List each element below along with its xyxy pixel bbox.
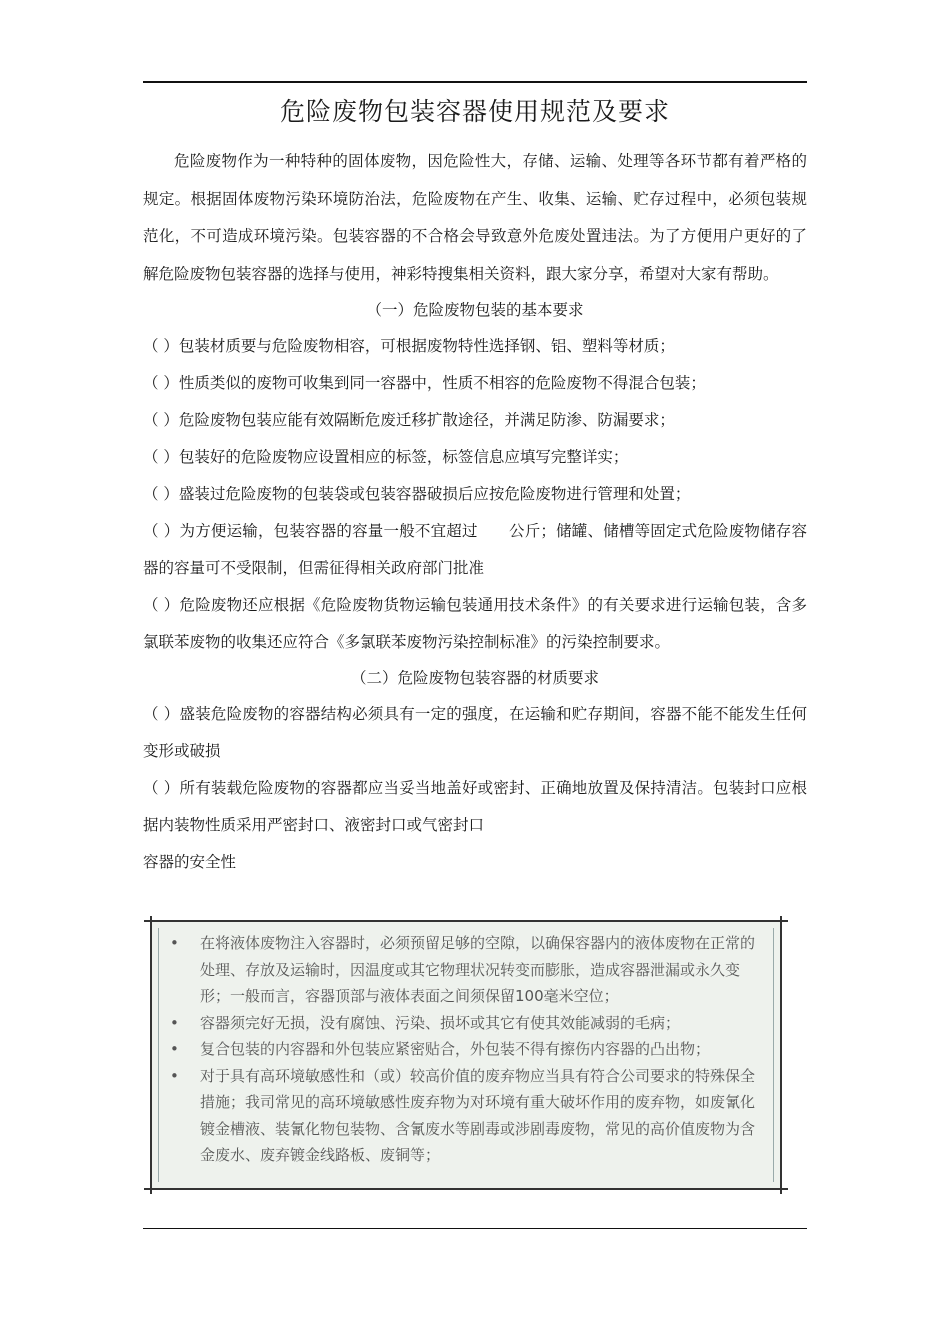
figure-frame-right [780, 916, 782, 1194]
section1-item: （ ）包装材质要与危险废物相容，可根据废物特性选择钢、铝、塑料等材质； [143, 337, 675, 355]
intro-paragraph: 危险废物作为一种特种的固体废物，因危险性大，存储、运输、处理等各环节都有着严格的规定。根据固体废物污染环境防治法，危险废物在产生、收集、运输、贮存过程中，必须包装规范化，不可造成环境污染。包装容器的不合格会导致意外危废处置违法。为了方便用户更好的了解危险废物包装容器的选择与使用，神彩特搜集相关资料，跟大家分享，希望对大家有帮助。 [143, 152, 807, 283]
section1-item: （ ）危险废物还应根据《危险废物货物运输包装通用技术条件》的有关要求进行运输包装，含多氯联苯废物的收集还应符合《多氯联苯废物污染控制标准》的污染控制要求。 [143, 596, 807, 651]
bullet-icon: • [170, 1013, 179, 1032]
figure-frame-top [144, 920, 788, 922]
figure-frame-left [150, 916, 152, 1194]
header-rule [143, 81, 807, 83]
figure-list-item [170, 1063, 764, 1169]
safety-figure [150, 920, 782, 1190]
section1-item: （ ）为方便运输，包装容器的容量一般不宜超过 公斤；储罐、储槽等固定式危险废物储存容器的容量可不受限制，但需征得相关政府部门批准 [143, 522, 807, 577]
section1-item: （ ）危险废物包装应能有效隔断危废迁移扩散途径，并满足防渗、防漏要求； [143, 411, 675, 429]
figure-item-text: 在将液体废物注入容器时，必须预留足够的空隙，以确保容器内的液体废物在正常的处理、存放及运输时，因温度或其它物理状况转变而膨胀，造成容器泄漏或永久变形；一般而言，容器顶部与液体表面之间须保留100毫米空位； [200, 934, 756, 1005]
bullet-icon: • [170, 1066, 179, 1085]
figure-list-item [170, 1036, 764, 1063]
page-title: 危险废物包装容器使用规范及要求 [279, 97, 670, 126]
document-body [143, 143, 807, 881]
figure-list-item [170, 1010, 764, 1037]
section1-item: （ ）性质类似的废物可收集到同一容器中，性质不相容的危险废物不得混合包装； [143, 374, 706, 392]
section2-item: （ ）所有装载危险废物的容器都应当妥当地盖好或密封、正确地放置及保持清洁。包装封口应根据内装物性质采用严密封口、液密封口或气密封口 [143, 779, 807, 834]
figure-item-text: 对于具有高环境敏感性和（或）较高价值的废弃物应当具有符合公司要求的特殊保全措施；我司常见的高环境敏感性废弃物为对环境有重大破坏作用的废弃物，如废氰化镀金槽液、装氰化物包装物、含氰废水等剧毒或涉剧毒废物，常见的高价值废物为含金废水、废弃镀金线路板、废铜等； [200, 1066, 756, 1164]
section2-item: （ ）盛装危险废物的容器结构必须具有一定的强度，在运输和贮存期间，容器不能不能发生任何变形或破损 [143, 705, 807, 760]
figure-item-text: 复合包装的内容器和外包装应紧密贴合，外包装不得有擦伤内容器的凸出物； [200, 1040, 711, 1058]
section2-heading: （二）危险废物包装容器的材质要求 [350, 669, 599, 687]
figure-list-item [170, 930, 764, 1010]
footer-rule [143, 1228, 807, 1229]
section1-item: （ ）包装好的危险废物应设置相应的标签，标签信息应填写完整详实； [143, 448, 629, 466]
figure-item-text: 容器须完好无损，没有腐蚀、污染、损坏或其它有使其效能减弱的毛病； [200, 1013, 681, 1032]
safety-label: 容器的安全性 [143, 853, 237, 871]
figure-frame-bottom [144, 1188, 788, 1190]
bullet-icon: • [170, 934, 179, 952]
section1-item: （ ）盛装过危险废物的包装袋或包装容器破损后应按危险废物进行管理和处置； [143, 485, 691, 503]
bullet-icon: • [170, 1040, 179, 1058]
figure-list [170, 930, 764, 1169]
section1-heading: （一）危险废物包装的基本要求 [366, 301, 584, 319]
